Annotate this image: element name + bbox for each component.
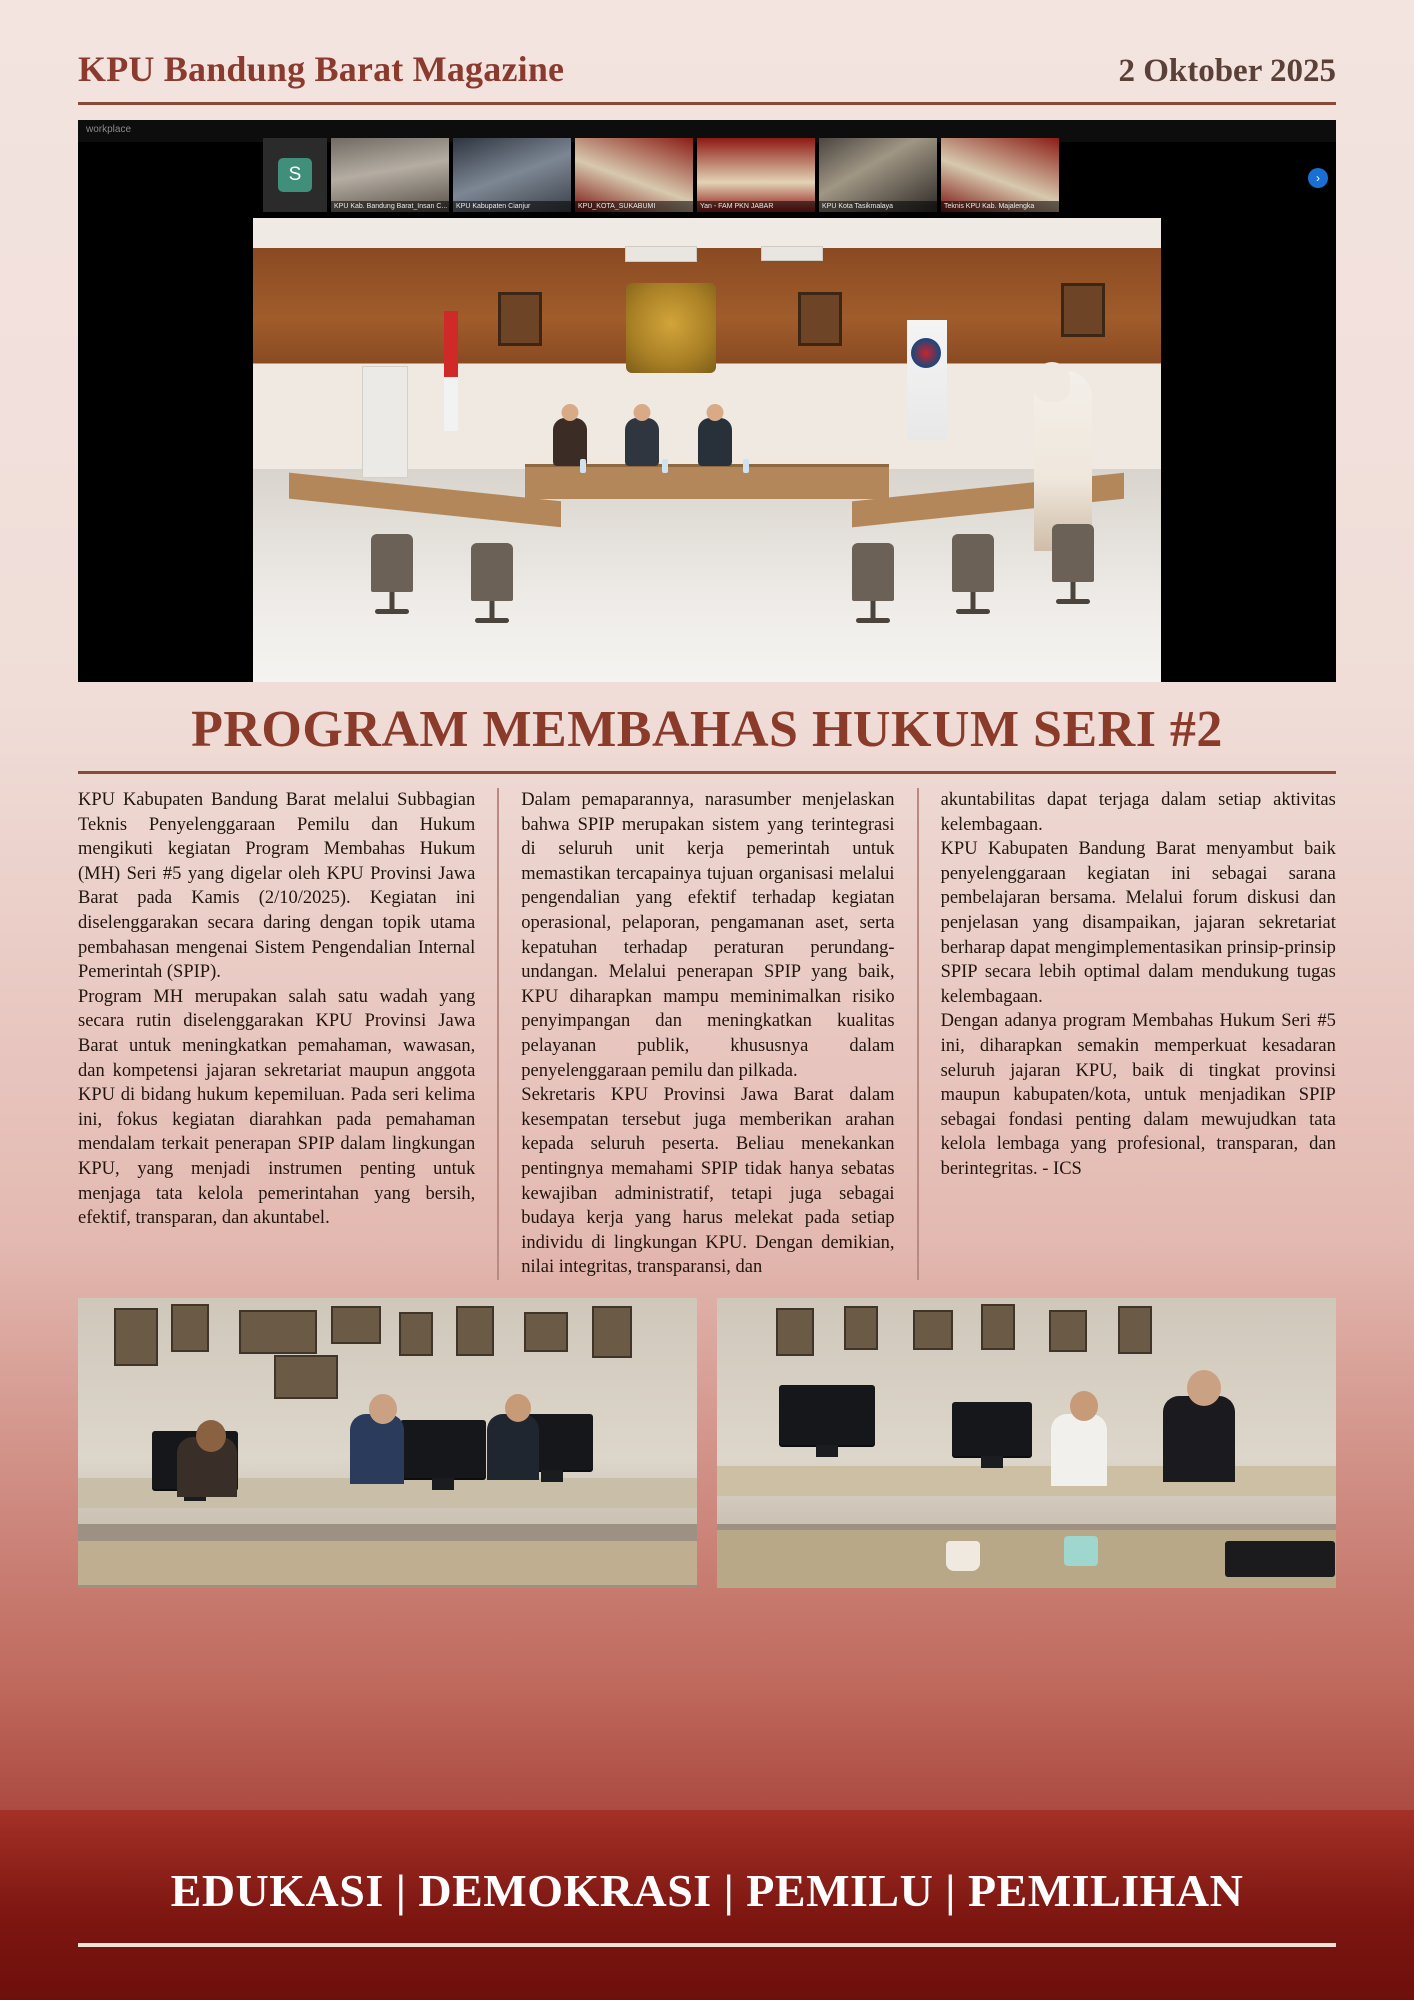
garuda-emblem [626,283,716,373]
participant-name: KPU Kab. Bandung Barat_Insan C... [331,201,449,212]
article-column-2 [497,788,916,1280]
main-speaker-video [253,218,1161,682]
article-paragraph: Sekretaris KPU Provinsi Jawa Barat dalam kesempatan tersebut juga memberikan arahan kepada seluruh peserta. Beliau menekankan pentingnya memahami SPIP tidak hanya sebatas kewajiban administratif, tetapi juga sebagai budaya kerja yang harus melekat pada setiap individu di lingkungan KPU. Dengan demikian, nilai integritas, transparansi, dan [521,1085,895,1278]
seated-person [698,418,732,466]
office-chair [952,534,994,592]
wall-portrait [498,292,542,346]
office-chair [471,543,513,601]
laptop [1225,1541,1335,1577]
monitor [400,1420,486,1478]
desk [78,1541,697,1585]
photo-gallery [78,1298,1336,1588]
footer-tagline: EDUKASI | DEMOKRASI | PEMILU | PEMILIHAN [170,1864,1244,1916]
person [1051,1414,1107,1486]
person [1163,1396,1235,1482]
water-bottle [662,459,668,473]
participant-tile[interactable] [575,138,693,212]
person [487,1414,539,1480]
article-paragraph: Dengan adanya program Membahas Hukum Seri #5 ini, diharapkan semakin memperkuat kesadaran seluruh jajaran KPU, baik di tingkat provinsi maupun kabupaten/kota, untuk menjadikan SPIP sebagai fondasi penting dalam mewujudkan tata kelola lembaga yang profesional, transparan, dan berintegritas. - ICS [940,1011,1336,1179]
participant-filmstrip [263,138,1059,212]
air-conditioner-icon [625,246,697,262]
article-paragraph: KPU Kabupaten Bandung Barat melalui Subbagian Teknis Penyelenggaraan Pemilu dan Hukum mengikuti kegiatan Program Membahas Hukum (MH) Seri #5 yang digelar oleh KPU Provinsi Jawa Barat pada Kamis (2/10/2025). Kegiatan ini diselenggarakan secara daring dengan topik utama pembahasan mengenai Sistem Pengendalian Internal Pemerintah (SPIP). [78,790,476,983]
wall-portrait [1061,283,1105,337]
article-body [78,788,1336,1280]
participant-tile[interactable] [941,138,1059,212]
air-cooler [362,366,408,478]
office-chair [852,543,894,601]
page-title: KPU Bandung Barat Magazine [78,49,565,89]
indonesian-flag [444,311,458,431]
participant-tile[interactable] [453,138,571,212]
seated-person [625,418,659,466]
kpu-flag [907,320,947,440]
mug [946,1541,980,1571]
participant-tile[interactable] [819,138,937,212]
participant-name: KPU Kabupaten Cianjur [453,201,571,212]
person-head [1070,1391,1098,1421]
person-head [634,404,651,421]
person [350,1414,404,1484]
office-photo-right [717,1298,1336,1588]
meeting-app-label: workplace [78,120,1336,142]
participant-name: KPU Kota Tasikmalaya [819,201,937,212]
headline-divider [78,771,1336,774]
article-headline: PROGRAM MEMBAHAS HUKUM SERI #2 [191,701,1223,758]
hero-meeting-screenshot [78,120,1336,682]
participant-tile[interactable] [697,138,815,212]
chevron-right-icon[interactable]: › [1308,168,1328,188]
water-bottle [580,459,586,473]
article-paragraph: akuntabilitas dapat terjaga dalam setiap aktivitas kelembagaan. [940,790,1336,835]
kpu-logo [911,338,941,368]
office-photo-left [78,1298,697,1588]
avatar: S [278,158,312,192]
person-head [505,1394,531,1422]
masthead [78,0,1336,90]
issue-date: 2 Oktober 2025 [1118,53,1336,89]
wall-portrait [798,292,842,346]
participant-tile[interactable] [331,138,449,212]
person-head [196,1420,226,1452]
office-chair [1052,524,1094,582]
monitor [779,1385,875,1445]
office-chair [371,534,413,592]
footer-divider [78,1943,1336,1947]
person-head [706,404,723,421]
masthead-divider [78,102,1336,105]
article-column-1 [78,788,497,1280]
person-head [1034,362,1070,402]
person-head [369,1394,397,1424]
water-bottle [743,459,749,473]
article-paragraph: Program MH merupakan salah satu wadah yang secara rutin diselenggarakan KPU Provinsi Jawa Barat untuk meningkatkan pemahaman, wawasan, dan kompetensi jajaran sekretariat maupun anggota KPU di bidang hukum kepemiluan. Pada seri kelima ini, fokus kegiatan diarahkan pada pemahaman mendalam terkait penerapan SPIP dalam lingkungan KPU, yang menjadi instrumen penting untuk menjaga tata kelola pemerintahan yang bersih, efektif, transparan, dan akuntabel. [78,986,476,1229]
participant-tile-self[interactable] [263,138,327,212]
monitor [952,1402,1032,1456]
air-conditioner-icon [761,246,823,261]
participant-name: Teknis KPU Kab. Majalengka [941,201,1059,212]
article-paragraph: KPU Kabupaten Bandung Barat menyambut baik penyelenggaraan kegiatan ini sebagai sarana pembelajaran bersama. Melalui forum diskusi dan penjelasan yang disampaikan, jajaran sekretariat berharap dapat mengimplementasikan prinsip-prinsip SPIP secara lebih optimal dalam mendukung tugas kelembagaan. [940,839,1336,1007]
footer-banner [0,1810,1414,2000]
person-head [561,404,578,421]
cup [1064,1536,1098,1566]
wall-photo-collage [103,1304,672,1403]
participant-name: Yan - FAM PKN JABAR [697,201,815,212]
article-paragraph: Dalam pemaparannya, narasumber menjelaskan bahwa SPIP merupakan sistem yang terintegrasi di seluruh unit kerja pemerintah untuk memastikan tercapainya tujuan organisasi melalui pengendalian yang efektif terhadap kegiatan operasional, pelaporan, pengamanan aset, serta kepatuhan terhadap peraturan perundang-undangan. Melalui penerapan SPIP yang baik, KPU diharapkan mampu meminimalkan risiko penyimpangan dan meningkatkan kualitas pelayanan publik, khususnya dalam penyelenggaraan pemilu dan pilkada. [521,790,895,1081]
participant-name: KPU_KOTA_SUKABUMI [575,201,693,212]
desk [717,1466,1336,1496]
article-column-3 [917,788,1336,1280]
